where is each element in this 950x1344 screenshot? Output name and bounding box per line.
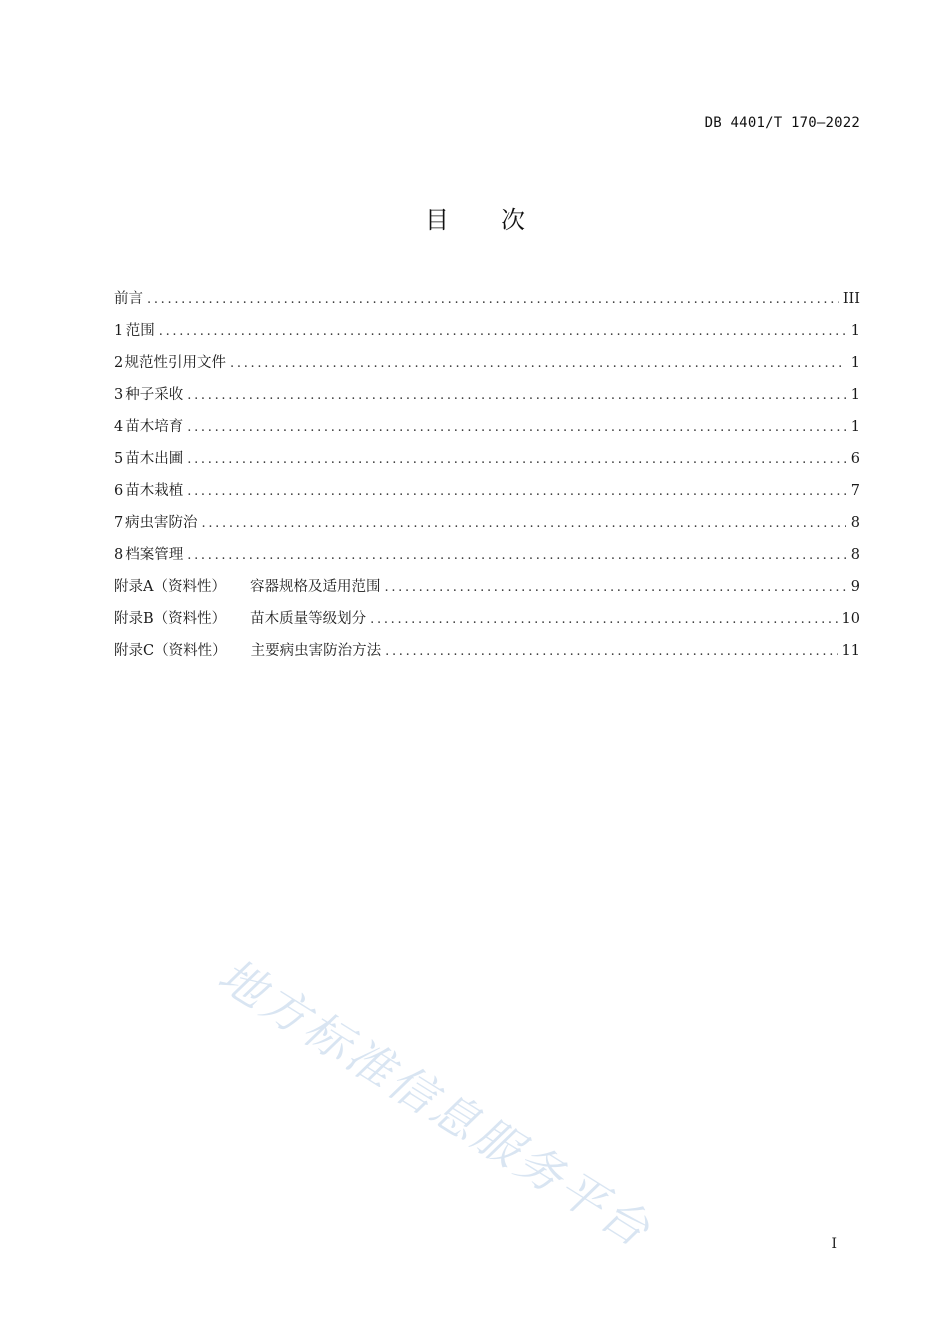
toc-leader-dots — [187, 480, 846, 504]
toc-entry-title: 规范性引用文件 — [124, 355, 227, 371]
toc-leader-dots — [187, 384, 846, 408]
toc-entry-page: 1 — [850, 387, 860, 403]
toc-entry-3[interactable] — [114, 383, 860, 415]
toc-entry-7[interactable] — [114, 511, 860, 543]
toc-entry-number: 1 — [114, 323, 124, 339]
toc-entry-subtitle: 主要病虫害防治方法 — [250, 643, 382, 659]
toc-entry-title: 附录A（资料性） — [114, 579, 226, 595]
toc-entry-page: 1 — [850, 323, 860, 339]
toc-leader-dots — [187, 416, 846, 440]
table-of-contents — [114, 287, 860, 671]
toc-entry-4[interactable] — [114, 415, 860, 447]
toc-entry-number: 7 — [114, 515, 124, 531]
toc-entry-number: 3 — [114, 387, 124, 403]
toc-entry-number: 8 — [114, 547, 124, 563]
toc-entry-title: 附录C（资料性） — [114, 643, 227, 659]
toc-entry-title: 种子采收 — [125, 387, 184, 403]
toc-entry-page: 8 — [850, 547, 860, 563]
toc-leader-dots — [147, 288, 839, 312]
toc-entry-appendix-c[interactable] — [114, 639, 860, 671]
toc-entry-number: 2 — [114, 355, 124, 371]
toc-entry-8[interactable] — [114, 543, 860, 575]
watermark: 地方标准信息服务平台 — [209, 947, 662, 1259]
toc-leader-dots — [384, 576, 846, 600]
toc-entry-page: 7 — [850, 483, 860, 499]
page-number: I — [831, 1236, 837, 1252]
toc-entry-1[interactable] — [114, 319, 860, 351]
toc-entry-page: 8 — [850, 515, 860, 531]
toc-leader-dots — [159, 320, 846, 344]
toc-entry-title: 病虫害防治 — [125, 515, 198, 531]
toc-entry-number: 6 — [114, 483, 124, 499]
toc-leader-dots — [202, 512, 846, 536]
toc-entry-page: 9 — [850, 579, 860, 595]
toc-entry-title: 苗木出圃 — [125, 451, 184, 467]
toc-entry-title: 苗木栽植 — [125, 483, 184, 499]
toc-entry-number: 4 — [114, 419, 124, 435]
toc-entry-title: 苗木培育 — [125, 419, 184, 435]
document-code: DB 4401/T 170—2022 — [704, 115, 860, 131]
toc-entry-6[interactable] — [114, 479, 860, 511]
toc-entry-title: 范围 — [125, 323, 155, 339]
page-title: 目次 — [425, 206, 577, 234]
toc-entry-appendix-b[interactable] — [114, 607, 860, 639]
toc-entry-page: 1 — [850, 355, 860, 371]
toc-entry-page: 10 — [841, 611, 860, 627]
toc-entry-title: 前言 — [114, 291, 143, 307]
toc-entry-foreword[interactable] — [114, 287, 860, 319]
toc-entry-appendix-a[interactable] — [114, 575, 860, 607]
toc-leader-dots — [187, 448, 846, 472]
toc-leader-dots — [187, 544, 846, 568]
toc-entry-5[interactable] — [114, 447, 860, 479]
toc-entry-page: III — [842, 291, 860, 307]
toc-entry-page: 1 — [850, 419, 860, 435]
toc-entry-page: 6 — [850, 451, 860, 467]
toc-entry-page: 11 — [841, 643, 860, 659]
toc-entry-2[interactable] — [114, 351, 860, 383]
toc-entry-subtitle: 苗木质量等级划分 — [250, 611, 367, 627]
toc-leader-dots — [385, 640, 837, 664]
toc-entry-title: 附录B（资料性） — [114, 611, 227, 627]
toc-leader-dots — [370, 608, 837, 632]
toc-entry-title: 档案管理 — [125, 547, 184, 563]
toc-entry-number: 5 — [114, 451, 124, 467]
toc-leader-dots — [230, 352, 846, 376]
toc-entry-subtitle: 容器规格及适用范围 — [249, 579, 381, 595]
